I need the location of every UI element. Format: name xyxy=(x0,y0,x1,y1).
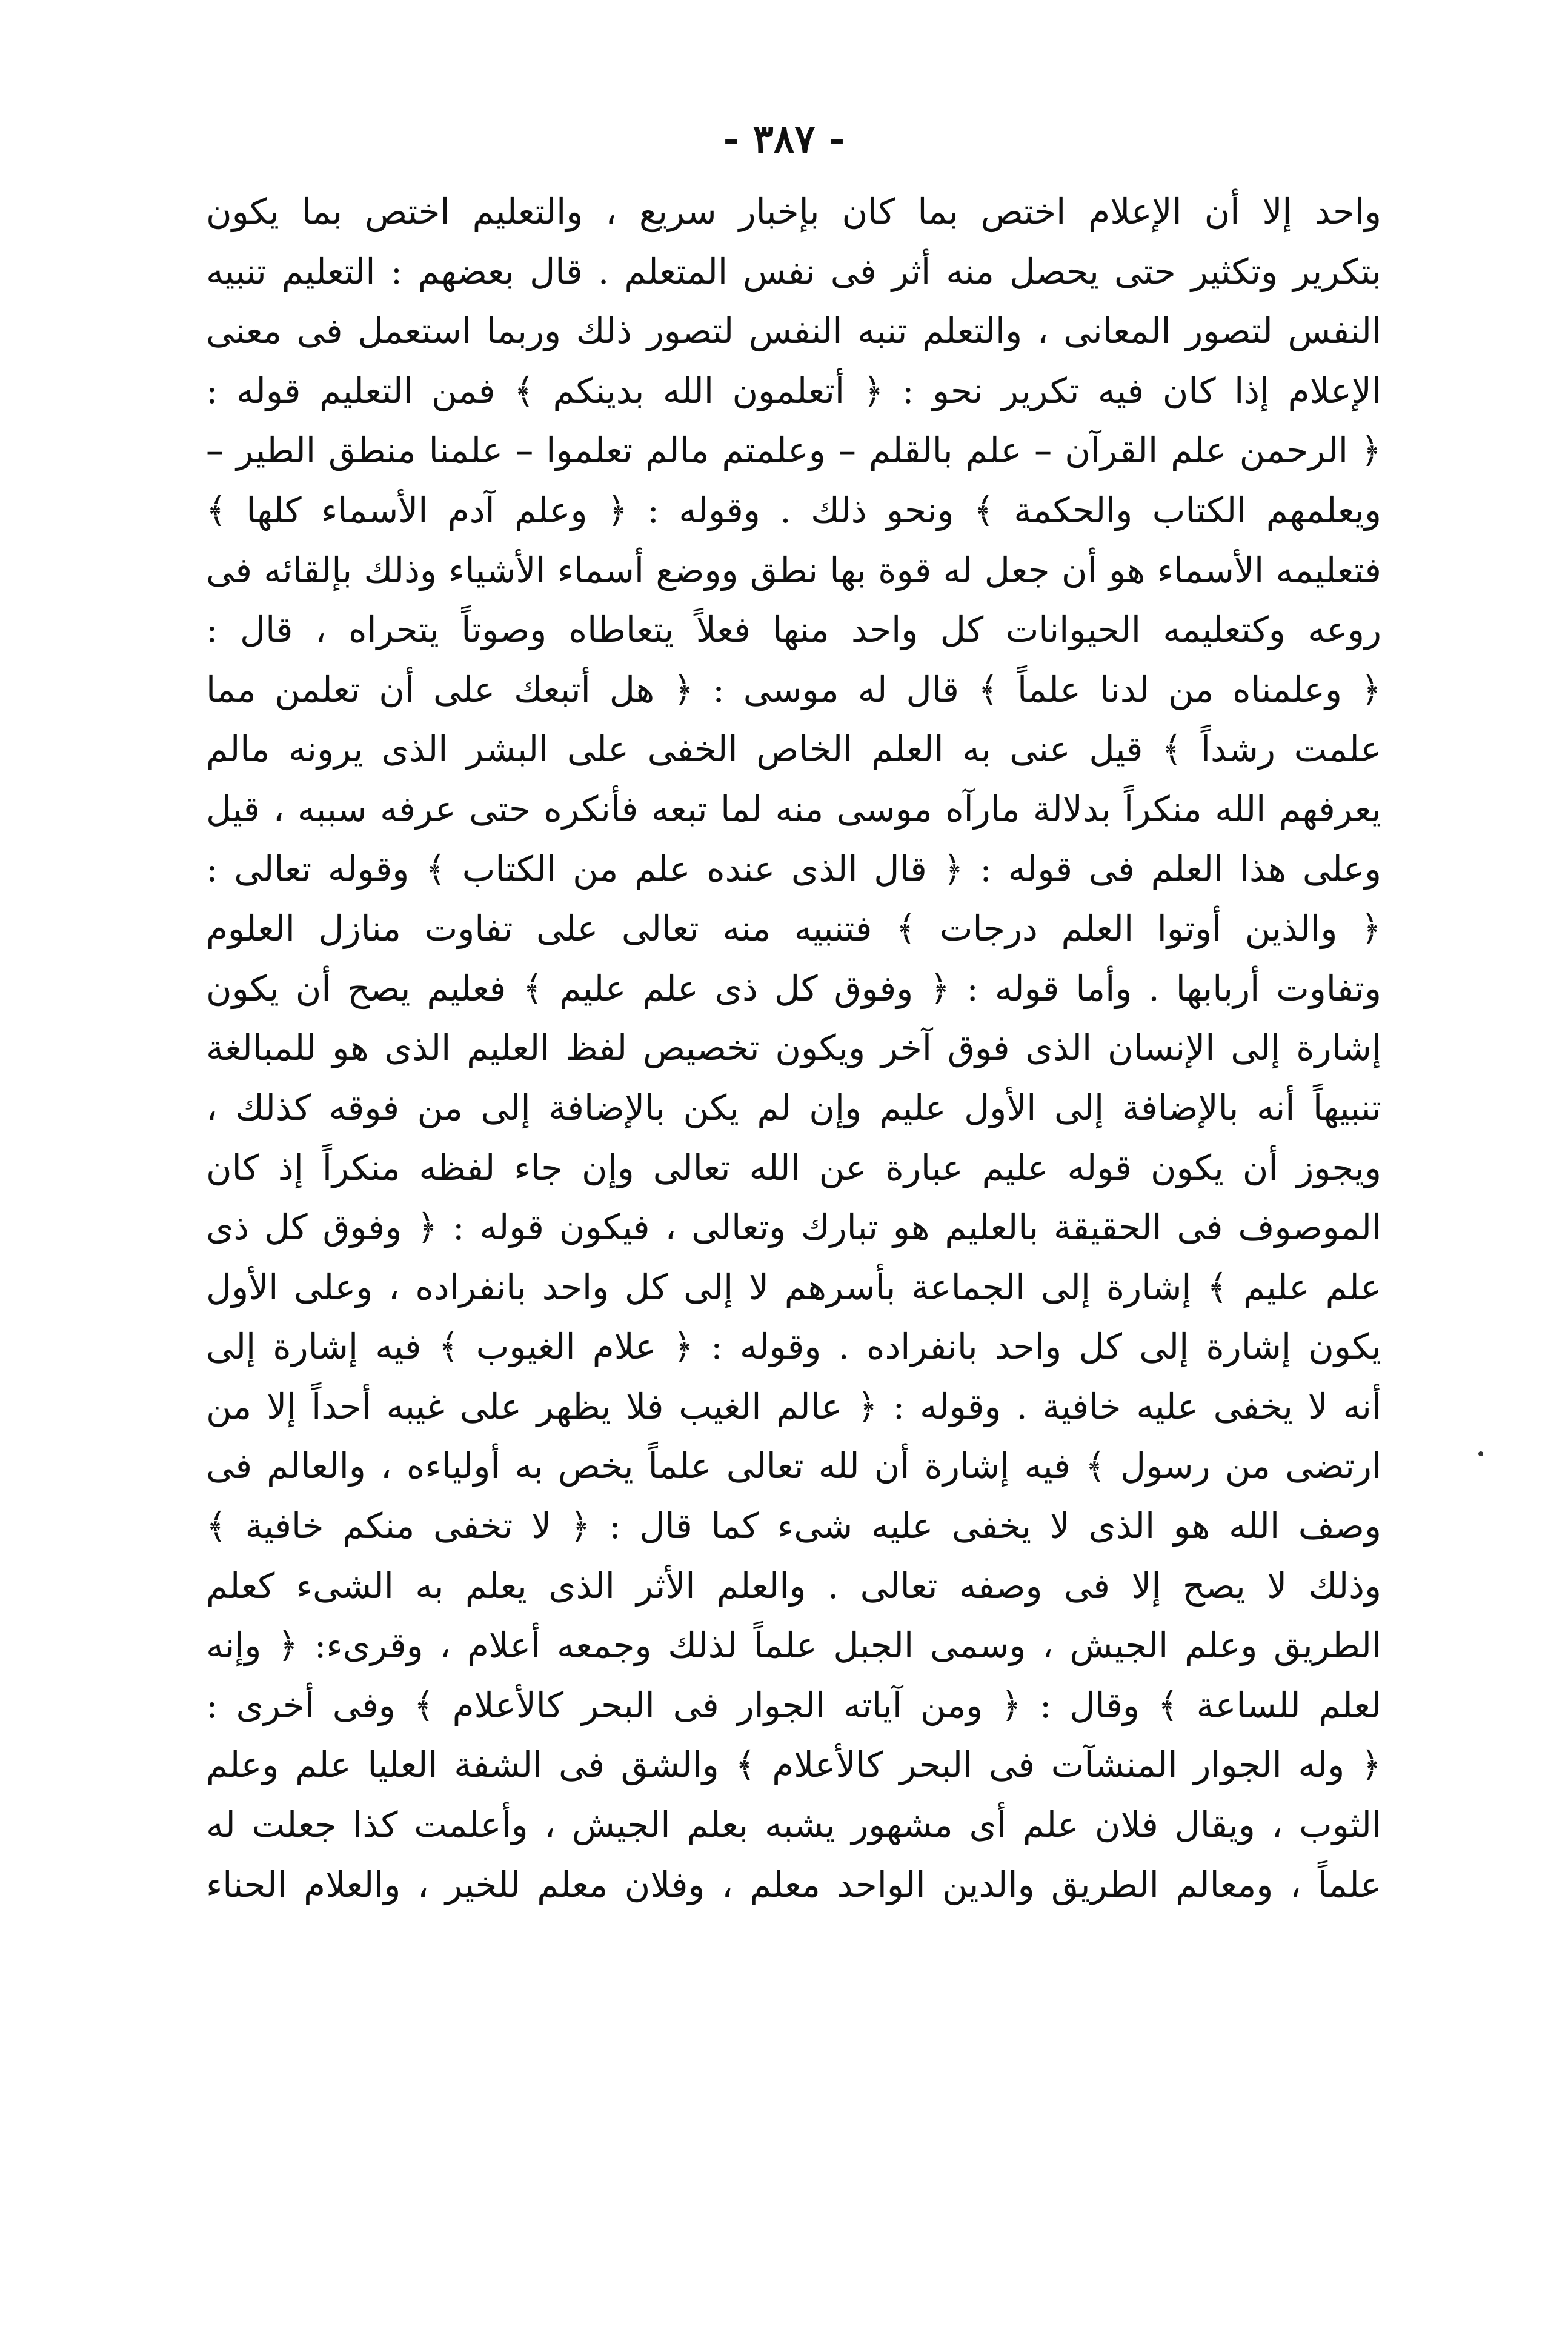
text-line: بتكرير وتكثير حتى يحصل منه أثر فى نفس المتعلم . قال بعضهم : التعليم تنبيه xyxy=(206,250,1381,292)
text-line: ﴿ وله الجوار المنشآت فى البحر كالأعلام ﴾ والشق فى الشفة العليا علم وعلم xyxy=(206,1744,1381,1786)
text-line: وصف الله هو الذى لا يخفى عليه شىء كما قال : ﴿ لا تخفى منكم خافية ﴾ xyxy=(206,1505,1381,1547)
text-line: وتفاوت أربابها . وأما قوله : ﴿ وفوق كل ذى علم عليم ﴾ فعليم يصح أن يكون xyxy=(206,967,1381,1009)
text-line: النفس لتصور المعانى ، والتعلم تنبه النفس لتصور ذلك وربما استعمل فى معنى xyxy=(206,310,1381,352)
text-line: الطريق وعلم الجيش ، وسمى الجبل علماً لذلك وجمعه أعلام ، وقرىء: ﴿ وإنه xyxy=(206,1625,1381,1667)
body-text xyxy=(206,182,1381,1914)
text-line: يعرفهم الله منكراً بدلالة مارآه موسى منه لما تبعه فأنكره حتى عرفه سببه ، قيل xyxy=(206,788,1381,830)
text-line: الثوب ، ويقال فلان علم أى مشهور يشبه بعلم الجيش ، وأعلمت كذا جعلت له xyxy=(206,1804,1381,1846)
text-line: ويجوز أن يكون قوله عليم عبارة عن الله تعالى وإن جاء لفظه منكراً إذ كان xyxy=(206,1147,1381,1188)
text-line: ﴿ والذين أوتوا العلم درجات ﴾ فتنبيه منه تعالى على تفاوت منازل العلوم xyxy=(206,908,1381,950)
text-line: وعلى هذا العلم فى قوله : ﴿ قال الذى عنده علم من الكتاب ﴾ وقوله تعالى : xyxy=(206,848,1381,890)
text-line: علماً ، ومعالم الطريق والدين الواحد معلم ، وفلان معلم للخير ، والعلام الحناء xyxy=(206,1863,1381,1905)
text-line: علمت رشداً ﴾ قيل عنى به العلم الخاص الخفى على البشر الذى يرونه مالم xyxy=(206,728,1381,770)
scan-speck xyxy=(1478,1451,1483,1456)
text-line: ويعلمهم الكتاب والحكمة ﴾ ونحو ذلك . وقوله : ﴿ وعلم آدم الأسماء كلها ﴾ xyxy=(206,489,1381,531)
text-line: فتعليمه الأسماء هو أن جعل له قوة بها نطق ووضع أسماء الأشياء وذلك بإلقائه فى xyxy=(206,549,1381,591)
text-line: ﴿ وعلمناه من لدنا علماً ﴾ قال له موسى : ﴿ هل أتبعك على أن تعلمن مما xyxy=(206,668,1381,710)
text-line: روعه وكتعليمه الحيوانات كل واحد منها فعلاً يتعاطاه وصوتاً يتحراه ، قال : xyxy=(206,609,1381,651)
text-line: الموصوف فى الحقيقة بالعليم هو تبارك وتعالى ، فيكون قوله : ﴿ وفوق كل ذى xyxy=(206,1207,1381,1248)
text-line: ﴿ الرحمن علم القرآن – علم بالقلم – وعلمتم مالم تعلموا – علمنا منطق الطير – xyxy=(206,430,1381,471)
text-line: واحد إلا أن الإعلام اختص بما كان بإخبار سريع ، والتعليم اختص بما يكون xyxy=(206,191,1381,232)
text-line: وذلك لا يصح إلا فى وصفه تعالى . والعلم الأثر الذى يعلم به الشىء كعلم xyxy=(206,1565,1381,1607)
text-line: إشارة إلى الإنسان الذى فوق آخر ويكون تخصيص لفظ العليم الذى هو للمبالغة xyxy=(206,1027,1381,1069)
text-line: لعلم للساعة ﴾ وقال : ﴿ ومن آياته الجوار فى البحر كالأعلام ﴾ وفى أخرى : xyxy=(206,1684,1381,1726)
text-line: أنه لا يخفى عليه خافية . وقوله : ﴿ عالم الغيب فلا يظهر على غيبه أحداً إلا من xyxy=(206,1385,1381,1427)
text-line: علم عليم ﴾ إشارة إلى الجماعة بأسرهم لا إلى كل واحد بانفراده ، وعلى الأول xyxy=(206,1266,1381,1308)
page-number: - ٣٨٧ - xyxy=(723,116,845,162)
text-line: الإعلام إذا كان فيه تكرير نحو : ﴿ أتعلمون الله بدينكم ﴾ فمن التعليم قوله : xyxy=(206,370,1381,411)
text-line: يكون إشارة إلى كل واحد بانفراده . وقوله : ﴿ علام الغيوب ﴾ فيه إشارة إلى xyxy=(206,1326,1381,1368)
text-line: تنبيهاً أنه بالإضافة إلى الأول عليم وإن لم يكن بالإضافة إلى من فوقه كذلك ، xyxy=(206,1087,1381,1128)
text-line: ارتضى من رسول ﴾ فيه إشارة أن لله تعالى علماً يخص به أولياءه ، والعالم فى xyxy=(206,1445,1381,1487)
